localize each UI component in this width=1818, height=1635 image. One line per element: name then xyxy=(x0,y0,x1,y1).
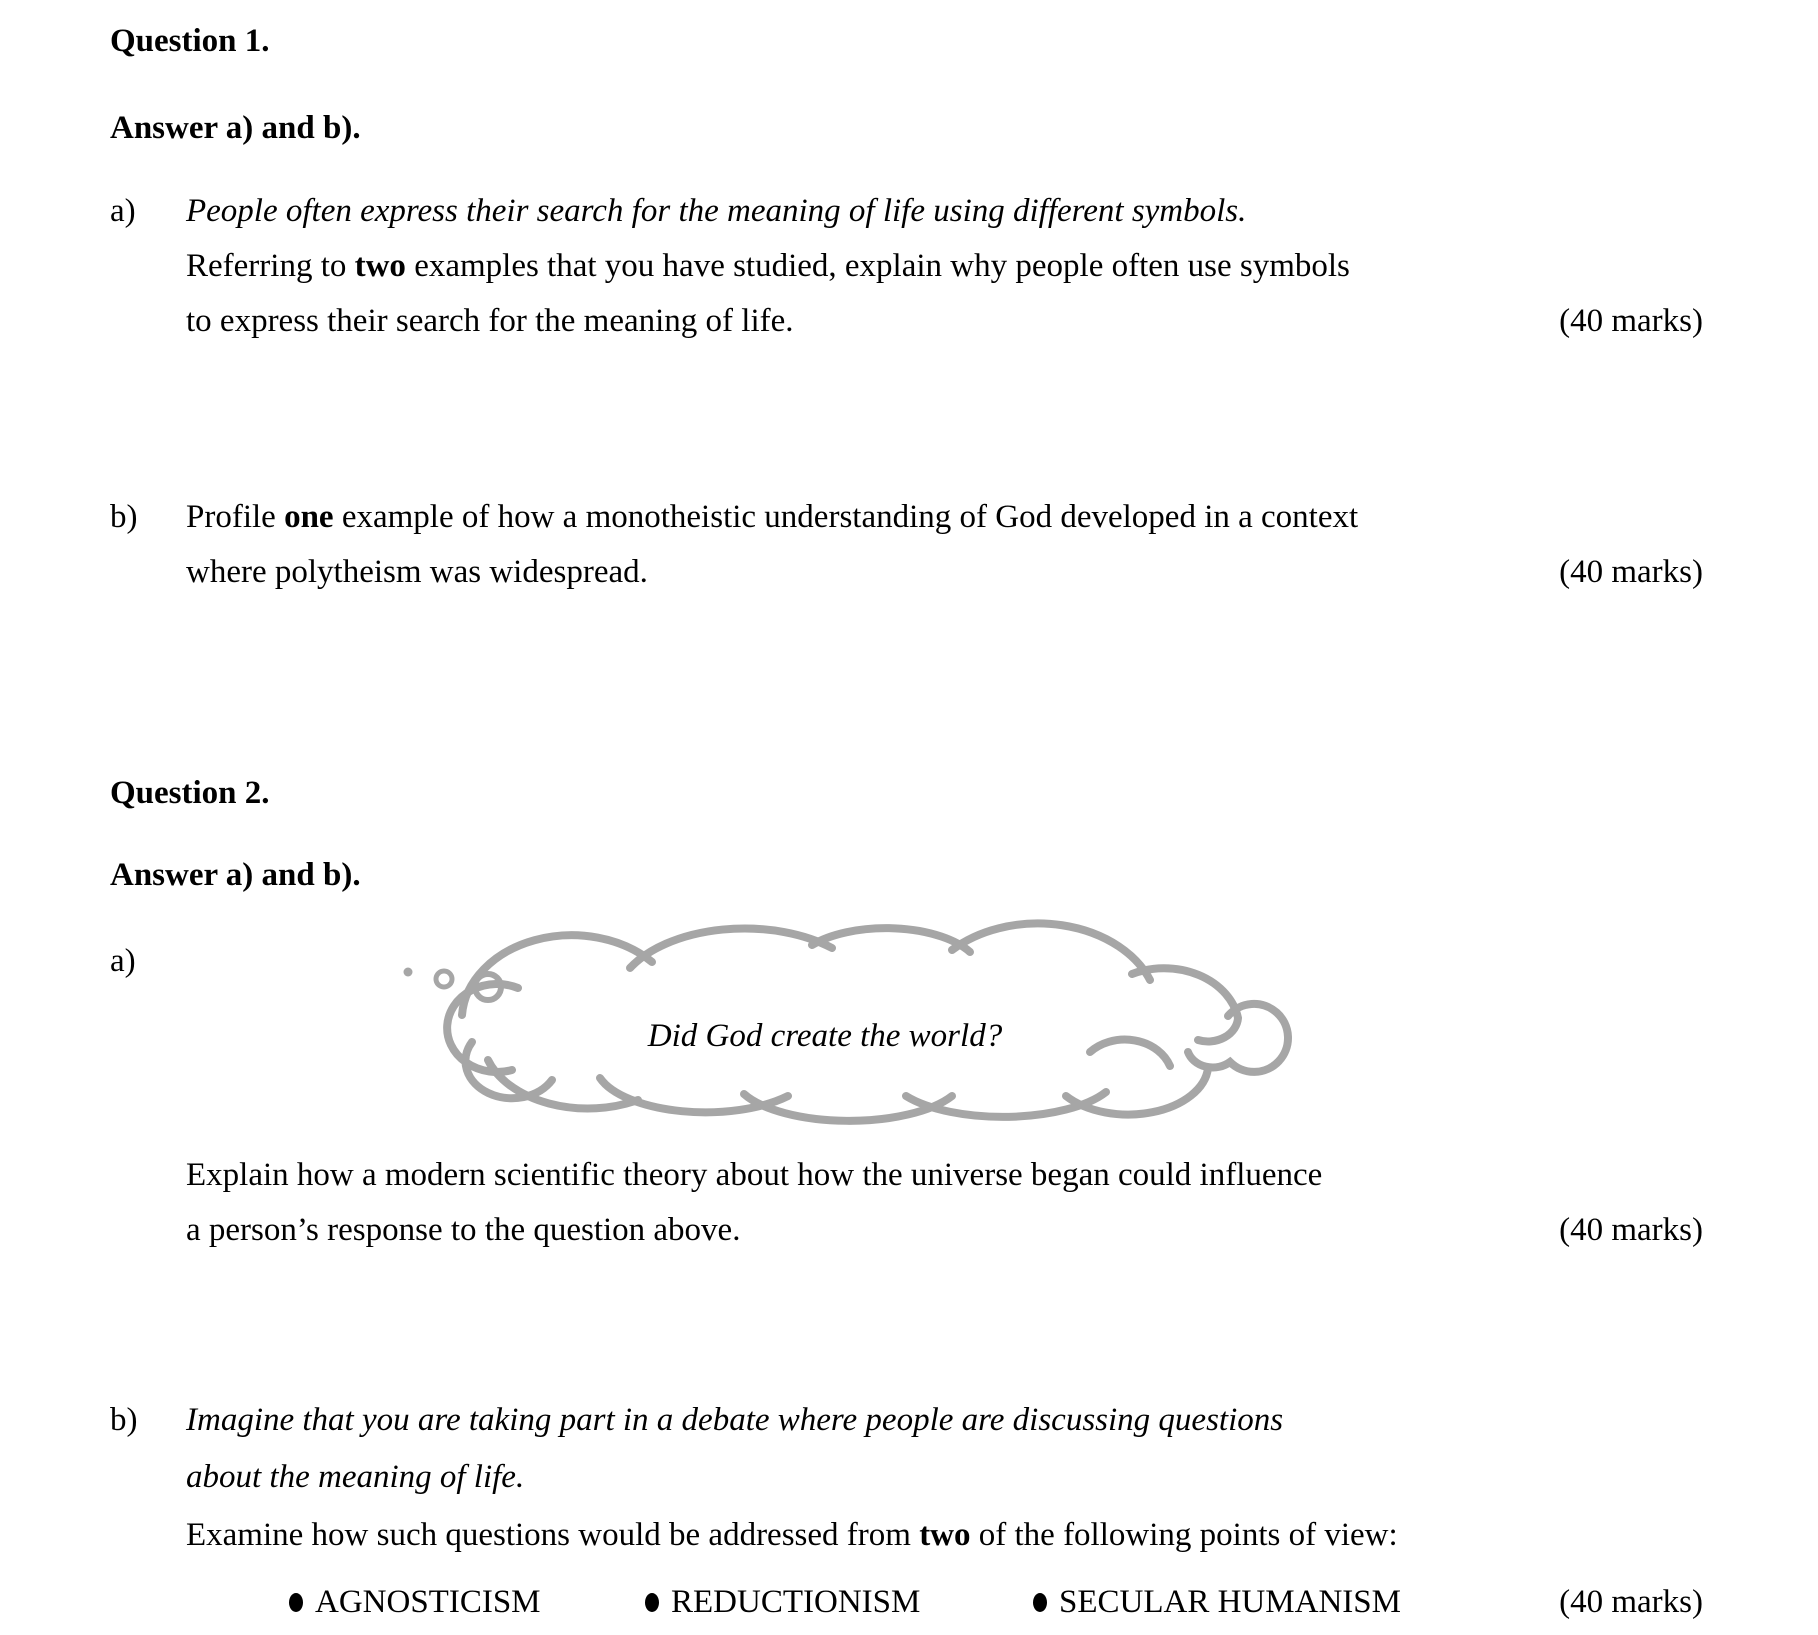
q1a-task-line-1-post: examples that you have studied, explain why people often use symbols xyxy=(405,248,1350,284)
q1b-task-line-1 xyxy=(186,497,1358,537)
q1a-task-line-1-pre: Referring to xyxy=(186,248,355,284)
thought-bubble-text: Did God create the world? xyxy=(647,1018,1003,1054)
question-1-title: Question 1. xyxy=(110,23,270,59)
q1b-label: b) xyxy=(110,499,138,535)
q1b-task-line-1-pre: Profile xyxy=(186,499,285,535)
q1a-task-line-1-bold: two xyxy=(354,248,406,284)
q2b-stimulus-line-2: about the meaning of life. xyxy=(186,1459,525,1495)
q2b-task-line-bold: two xyxy=(919,1517,971,1553)
q2b-label: b) xyxy=(110,1402,138,1438)
q2b-stimulus-line-1: Imagine that you are taking part in a debate where people are discussing questions xyxy=(186,1402,1284,1438)
q2a-task-line-1: Explain how a modern scientific theory about how the universe began could influence xyxy=(186,1157,1323,1193)
q1b-task-line-1-post: example of how a monotheistic understanding of God developed in a context xyxy=(333,499,1359,535)
option-agnosticism-label: AGNOSTICISM xyxy=(315,1584,541,1620)
q1b-task-line-2: where polytheism was widespread. xyxy=(186,554,648,590)
option-secular-humanism-label: SECULAR HUMANISM xyxy=(1059,1584,1401,1620)
q1a-stimulus-line: People often express their search for the meaning of life using different symbols. xyxy=(186,193,1247,229)
q2a-task-line-2: a person’s response to the question above. xyxy=(186,1212,741,1248)
thought-bubble-callout xyxy=(360,910,1340,1160)
question-1-instruction: Answer a) and b). xyxy=(110,110,361,146)
question-2-instruction: Answer a) and b). xyxy=(110,857,361,893)
question-2-title: Question 2. xyxy=(110,775,270,811)
q1b-task-line-1-bold: one xyxy=(284,499,334,535)
q1a-task-line-2: to express their search for the meaning of life. xyxy=(186,303,794,339)
option-reductionism-label: REDUCTIONISM xyxy=(671,1584,921,1620)
q2a-marks: (40 marks) xyxy=(1559,1212,1703,1248)
option-agnosticism xyxy=(289,1582,541,1622)
q2b-task-line xyxy=(186,1515,1398,1555)
bullet-icon xyxy=(289,1593,303,1612)
q2b-task-line-post: of the following points of view: xyxy=(970,1517,1398,1553)
q1b-marks: (40 marks) xyxy=(1559,554,1703,590)
q1a-task-line-1 xyxy=(186,246,1350,286)
option-secular-humanism xyxy=(1033,1582,1401,1622)
q2b-options-row xyxy=(0,1582,1818,1622)
q2b-marks: (40 marks) xyxy=(1559,1584,1703,1620)
q1a-marks: (40 marks) xyxy=(1559,303,1703,339)
bullet-icon xyxy=(1033,1593,1047,1612)
q2b-task-line-pre: Examine how such questions would be addressed from xyxy=(186,1517,920,1553)
option-reductionism xyxy=(645,1582,920,1622)
q2a-label: a) xyxy=(110,943,136,979)
bullet-icon xyxy=(645,1593,659,1612)
q1a-label: a) xyxy=(110,193,136,229)
